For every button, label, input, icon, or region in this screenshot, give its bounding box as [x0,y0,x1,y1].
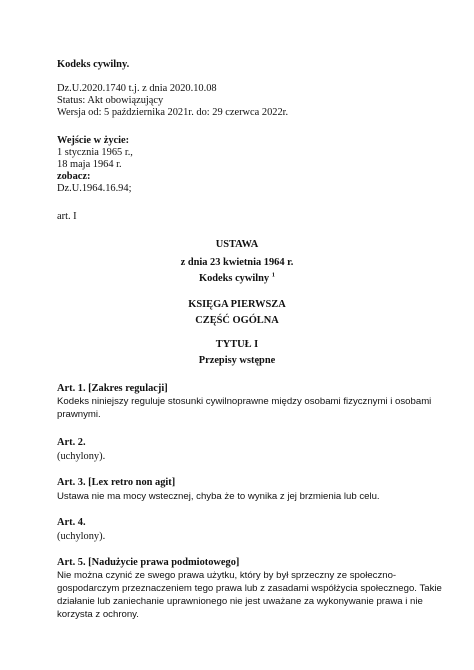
status-text: Status: Akt obowiązujący [57,95,164,106]
act-type: USTAWA [215,239,259,250]
article-5-text-line: działanie lub zaniechanie uprawnionego nie jest uważane za wykonywanie prawa i nie [57,596,423,607]
book-heading: KSIĘGA PIERWSZA [188,299,286,310]
article-3-heading: Art. 3. [Lex retro non agit] [57,477,176,488]
document-title: Kodeks cywilny. [57,59,130,70]
see-reference: Dz.U.1964.16.94; [57,183,132,194]
title-name: Przepisy wstępne [198,355,276,366]
article-1-heading: Art. 1. [Zakres regulacji] [57,383,168,394]
article-4-text-line: (uchylony). [57,531,106,542]
version-text: Wersja od: 5 października 2021r. do: 29 czerwca 2022r. [57,107,289,118]
entry-date-1: 1 stycznia 1965 r., [57,147,133,158]
article-1-text-line: prawnymi. [57,409,101,420]
article-5-text-line: Nie można czynić ze swego prawa użytku, który by był sprzeczny ze społeczno- [57,570,397,581]
journal-reference: Dz.U.2020.1740 t.j. z dnia 2020.10.08 [57,83,217,94]
act-name-text: Kodeks cywilny [198,273,270,284]
part-heading: CZĘŚĆ OGÓLNA [195,315,279,326]
article-5-text-line: korzysta z ochrony. [57,609,139,620]
see-label: zobacz: [57,171,91,182]
act-date: z dnia 23 kwietnia 1964 r. [180,257,294,268]
article-2-heading: Art. 2. [57,437,86,448]
entry-date-2: 18 maja 1964 r. [57,159,122,170]
act-name [0,272,474,285]
article-5-heading: Art. 5. [Nadużycie prawa podmiotowego] [57,557,240,568]
article-5-text-line: gospodarczym przeznaczeniem tego prawa lub z zasadami współżycia społecznego. Takie [57,583,442,594]
article-4-heading: Art. 4. [57,517,86,528]
entry-heading: Wejście w życie: [57,135,130,146]
title-number: TYTUŁ I [215,339,259,350]
article-1-text-line: Kodeks niniejszy reguluje stosunki cywilnoprawne między osobami fizycznymi i osobami [57,396,432,407]
footnote-marker: 1 [271,271,275,279]
article-3-text-line: Ustawa nie ma mocy wstecznej, chyba że to wynika z jej brzmienia lub celu. [57,491,380,502]
article-reference: art. I [57,211,77,222]
article-2-text-line: (uchylony). [57,451,106,462]
